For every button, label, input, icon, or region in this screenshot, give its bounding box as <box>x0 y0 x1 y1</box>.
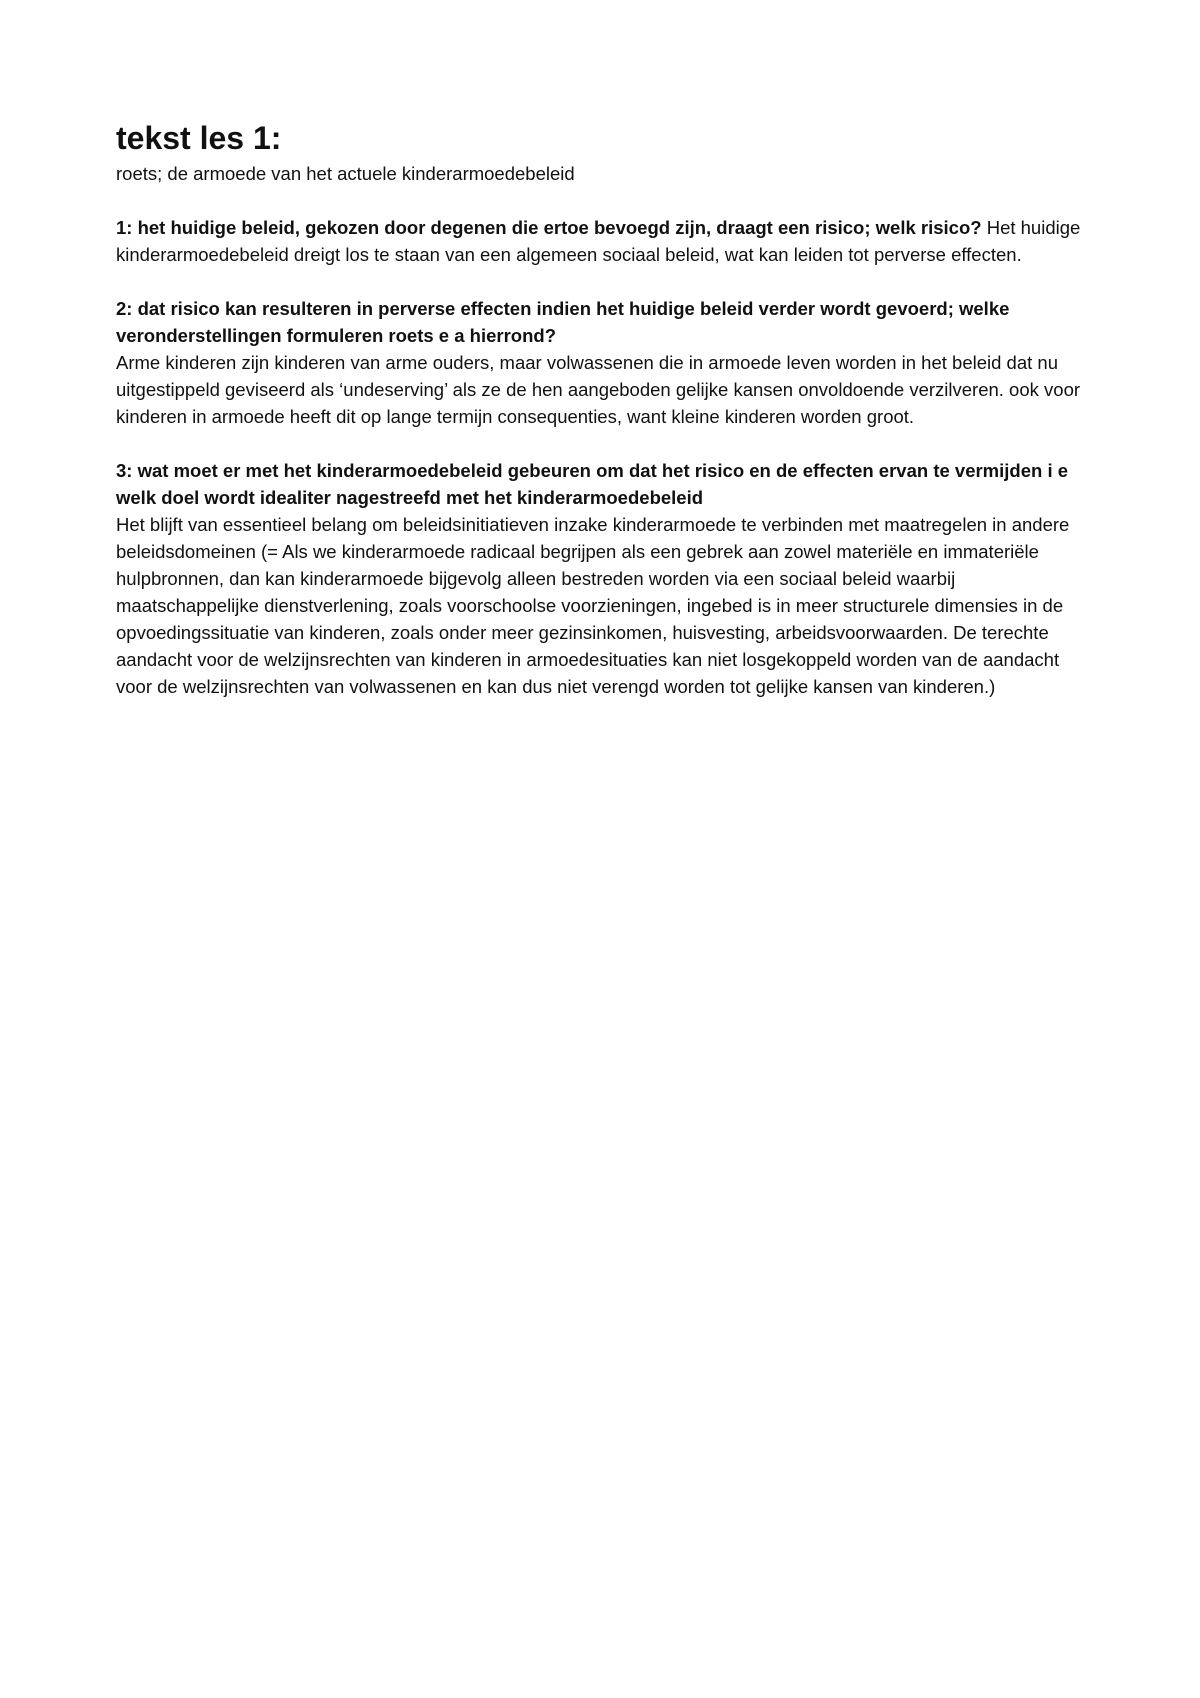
document-content <box>116 118 1096 700</box>
section-3 <box>116 457 1096 700</box>
section-3-answer: Het blijft van essentieel belang om beleidsinitiatieven inzake kinderarmoede te verbinden met maatregelen in andere beleidsdomeinen (= Als we kinderarmoede radicaal begrijpen als een gebrek aan zowel materiële en immateriële hulpbronnen, dan kan kinderarmoede bijgevolg alleen bestreden worden via een sociaal beleid waarbij maatschappelijke dienstverlening, zoals voorschoolse voorzieningen, ingebed is in meer structurele dimensies in de opvoedingssituatie van kinderen, zoals onder meer gezinsinkomen, huisvesting, arbeidsvoorwaarden. De terechte aandacht voor de welzijnsrechten van kinderen in armoedesituaties kan niet losgekoppeld worden van de aandacht voor de welzijnsrechten van volwassenen en kan dus niet verengd worden tot gelijke kansen van kinderen.) <box>116 514 1070 697</box>
section-2-answer: Arme kinderen zijn kinderen van arme ouders, maar volwassenen die in armoede leven worden in het beleid dat nu uitgestippeld geviseerd als ‘undeserving’ als ze de hen aangeboden gelijke kansen onvoldoende verzilveren. ook voor kinderen in armoede heeft dit op lange termijn consequenties, want kleine kinderen worden groot. <box>116 352 1081 427</box>
section-1-answer: Het huidige kinderarmoedebeleid dreigt los te staan van een algemeen sociaal beleid, wat kan leiden tot perverse effecten. <box>116 217 1081 265</box>
section-1 <box>116 214 1096 268</box>
document-title: tekst les 1: <box>116 120 282 156</box>
document-subtitle: roets; de armoede van het actuele kinderarmoedebeleid <box>116 163 575 184</box>
section-1-question: 1: het huidige beleid, gekozen door degenen die ertoe bevoegd zijn, draagt een risico; welk risico? <box>116 217 982 238</box>
section-2 <box>116 295 1096 430</box>
section-3-question: 3: wat moet er met het kinderarmoedebeleid gebeuren om dat het risico en de effecten ervan te vermijden i e welk doel wordt idealiter nagestreefd met het kinderarmoedebeleid <box>116 460 1069 508</box>
section-2-question: 2: dat risico kan resulteren in perverse effecten indien het huidige beleid verder wordt gevoerd; welke veronderstellingen formuleren roets e a hierrond? <box>116 298 1010 346</box>
